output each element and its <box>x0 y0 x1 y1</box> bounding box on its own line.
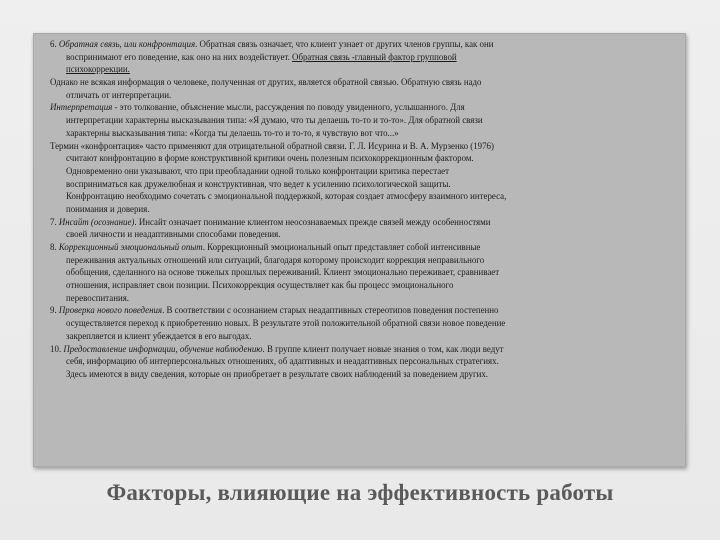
item-number: 8. <box>50 242 57 252</box>
slide-title: Факторы, влияющие на эффективность работы <box>106 480 614 505</box>
term: Интерпретация <box>50 102 113 113</box>
paragraph-line <box>50 89 680 102</box>
paragraph-line <box>50 190 680 203</box>
item-7-line-2 <box>50 228 680 241</box>
paragraph-line <box>50 127 680 140</box>
item-9-line-1 <box>50 304 680 317</box>
text-run: . Коррекционный эмоциональный опыт представляет собой интенсивные <box>202 242 481 252</box>
text-run: отношения, исправляет свои позиции. Психокоррекция осуществляет как бы процесс эмоционального <box>66 280 454 291</box>
term: Коррекционный эмоциональный опыт <box>56 242 203 252</box>
text-run: своей личности и неадаптивными способами поведения. <box>66 229 281 240</box>
paragraph-line <box>50 101 680 114</box>
text-run: Термин «конфронтация» часто применяют для отрицательной обратной связи. Г. Л. Исурина и В. А. Мурзенко (1976) <box>50 140 494 151</box>
paragraph-line <box>50 76 680 89</box>
item-6-line-3 <box>50 63 680 76</box>
text-run: воспринимают его поведение, как оно на них воздействует. <box>66 51 293 62</box>
paragraph-line <box>50 114 680 127</box>
text-run: - это толкование, объяснение мысли, рассуждения по поводу увиденного, услышанного. Для <box>112 102 465 113</box>
paragraph-line <box>50 203 680 216</box>
text-run: Здесь имеются в виду сведения, которые он приобретает в результате своих наблюдений за поведением других. <box>66 368 489 379</box>
underlined-text: психокоррекции. <box>66 64 130 75</box>
text-run: перевоспитания. <box>66 292 130 303</box>
item-10-line-2 <box>50 355 680 368</box>
text-run: Конфронтацию необходимо сочетать с эмоциональной поддержкой, которая создает атмосферу взаимного интереса, <box>66 191 507 202</box>
text-run: осуществляется переход к приобретению новых. В результате этой положительной обратной связи новое поведение <box>66 318 506 329</box>
text-run: восприниматься как дружелюбная и конструктивная, что ведет к усилению психологической защиты. <box>66 178 451 189</box>
item-8-line-4 <box>50 279 680 292</box>
paragraph-line <box>50 152 680 165</box>
text-run: Однако не всякая информация о человеке, полученная от других, является обратной связью. Обратную связь надо <box>50 77 482 88</box>
text-run: считают конфронтацию в форме конструктивной критики очень полезным психокоррекционным фактором. <box>66 153 474 164</box>
item-8-line-1 <box>50 241 680 254</box>
paragraph-line <box>50 165 680 178</box>
item-9-line-2 <box>50 317 680 330</box>
term: Проверка нового поведения <box>56 305 163 316</box>
item-10-line-1 <box>50 343 680 356</box>
item-6-line-1 <box>50 38 680 51</box>
text-run: интерпретации характерны высказывания типа: «Я думаю, что ты делаешь то-то и то-то». Для обратной связи <box>66 115 483 126</box>
item-9-line-3 <box>50 330 680 343</box>
item-number: 9. <box>50 305 57 316</box>
text-run: понимания и доверия. <box>66 203 150 214</box>
underlined-text: Обратная связь -главный фактор групповой <box>292 51 457 62</box>
text-run: . В группе клиент получает новые знания о том, как люди ведут <box>262 343 504 354</box>
paragraph-line <box>50 178 680 191</box>
text-run: отличать от интерпретации. <box>66 89 172 100</box>
text-run: обобщения, сделанного на основе тяжелых прошлых переживаний. Клиент эмоционально переживает, сравнивает <box>66 267 500 278</box>
term: Инсайт (осознание) <box>56 216 135 227</box>
term: Обратная связь, или конфронтация <box>56 39 196 49</box>
item-number: 10. <box>50 343 62 354</box>
text-run: . В соответствии с осознанием старых неадаптивных стереотипов поведения постепенно <box>162 305 499 316</box>
text-run: себя, информацию об интерперсональных отношениях, об адаптивных и неадаптивных персональных стратегиях. <box>66 356 499 367</box>
item-number: 7. <box>50 216 57 227</box>
item-8-line-3 <box>50 266 680 279</box>
item-number: 6. <box>50 39 57 49</box>
text-run: характерны высказывания типа: «Когда ты делаешь то-то и то-то, я чувствую вот что...» <box>66 127 399 138</box>
item-10-line-3 <box>50 368 680 381</box>
text-run: . Инсайт означает понимание клиентом неосознаваемых прежде связей между особенностями <box>134 216 491 227</box>
text-run: . Обратная связь означает, что клиент узнает от других членов группы, как они <box>195 39 494 49</box>
text-run: закрепляется и клиент убеждается в его выгодах. <box>66 330 252 341</box>
item-7-line-1 <box>50 216 680 229</box>
term: Предоставление информации, обучение наблюдению <box>61 343 263 354</box>
item-8-line-5 <box>50 292 680 305</box>
text-run: переживания актуальных отношений или ситуаций, благодаря которому происходит коррекция неправильного <box>66 254 485 265</box>
paragraph-line <box>50 140 680 153</box>
item-6-line-2 <box>50 51 680 64</box>
text-run: Одновременно они указывают, что при преобладании одной только конфронтации критика перестает <box>66 165 449 176</box>
body-text <box>50 38 680 381</box>
item-8-line-2 <box>50 254 680 267</box>
